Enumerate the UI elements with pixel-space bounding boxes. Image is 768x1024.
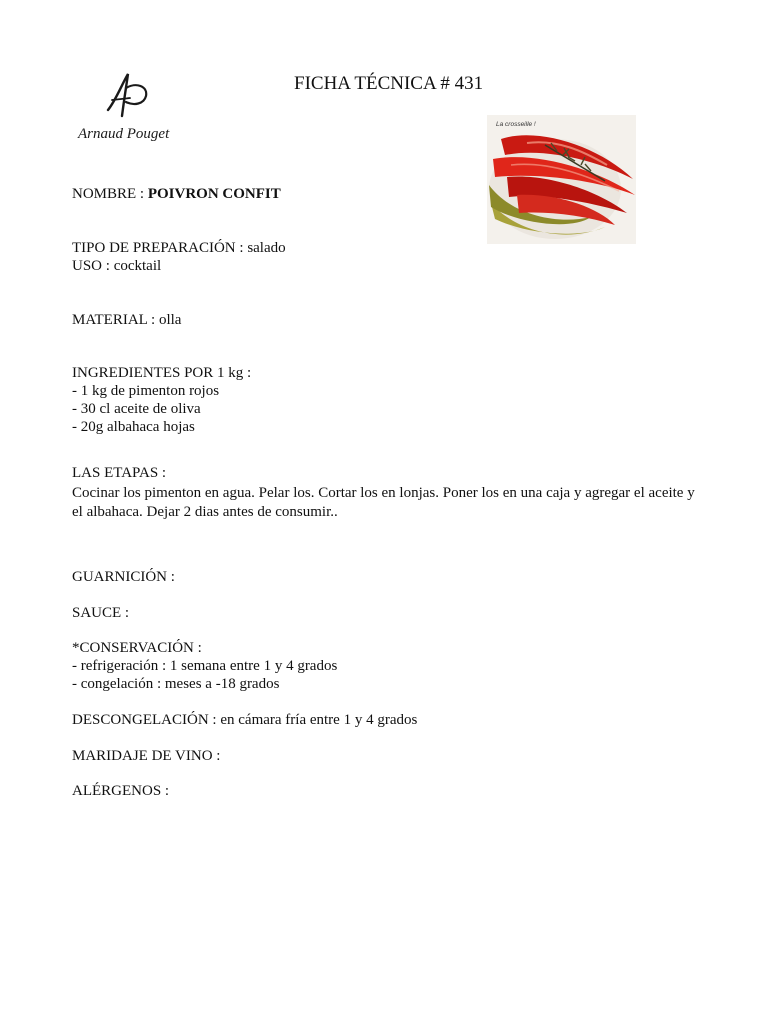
brand-logo	[72, 70, 187, 148]
maridaje-label: MARIDAJE DE VINO :	[72, 748, 221, 764]
conservacion-section	[72, 639, 337, 693]
descongelacion-value: en cámara fría entre 1 y 4 grados	[220, 712, 418, 728]
nombre-label: NOMBRE :	[72, 186, 148, 202]
etapas-section	[72, 464, 697, 522]
ingrediente-item: - 20g albahaca hojas	[72, 419, 195, 435]
dish-photo	[487, 115, 636, 244]
sauce-label: SAUCE :	[72, 605, 130, 621]
etapas-label: LAS ETAPAS :	[72, 465, 167, 481]
ingrediente-item: - 30 cl aceite de oliva	[72, 401, 201, 417]
material-row	[72, 311, 181, 329]
descongelacion-row	[72, 711, 417, 729]
ingredientes-label: INGREDIENTES POR 1 kg :	[72, 365, 252, 381]
guarnicion-label: GUARNICIÓN :	[72, 569, 175, 585]
nombre-row	[72, 185, 281, 203]
conservacion-item: - congelación : meses a -18 grados	[72, 676, 280, 692]
tipo-label: TIPO DE PREPARACIÓN :	[72, 240, 248, 256]
roasted-peppers-image	[487, 115, 636, 244]
etapas-text: Cocinar los pimenton en agua. Pelar los. Cortar los en lonjas. Poner los en una caja y agregar el aceite y el albahaca. Dejar 2 dias antes de consumir..	[72, 485, 695, 520]
material-label: MATERIAL :	[72, 312, 159, 328]
tipo-value: salado	[247, 240, 286, 256]
nombre-value: POIVRON CONFIT	[147, 186, 281, 202]
ingredientes-section	[72, 364, 251, 436]
uso-row	[72, 257, 161, 275]
page-title: FICHA TÉCNICA # 431	[294, 73, 484, 94]
brand-name: Arnaud Pouget	[78, 126, 170, 142]
photo-caption: La crosseille !	[496, 121, 536, 128]
conservacion-label: *CONSERVACIÓN :	[72, 640, 202, 656]
uso-label: USO :	[72, 258, 114, 274]
ap-monogram-icon	[102, 70, 150, 122]
descongelacion-label: DESCONGELACIÓN :	[72, 712, 221, 728]
alergenos-label: ALÉRGENOS :	[72, 783, 170, 799]
tipo-row	[72, 239, 286, 257]
conservacion-item: - refrigeración : 1 semana entre 1 y 4 grados	[72, 658, 338, 674]
uso-value: cocktail	[113, 258, 162, 274]
material-value: olla	[158, 312, 182, 328]
ingrediente-item: - 1 kg de pimenton rojos	[72, 383, 220, 399]
